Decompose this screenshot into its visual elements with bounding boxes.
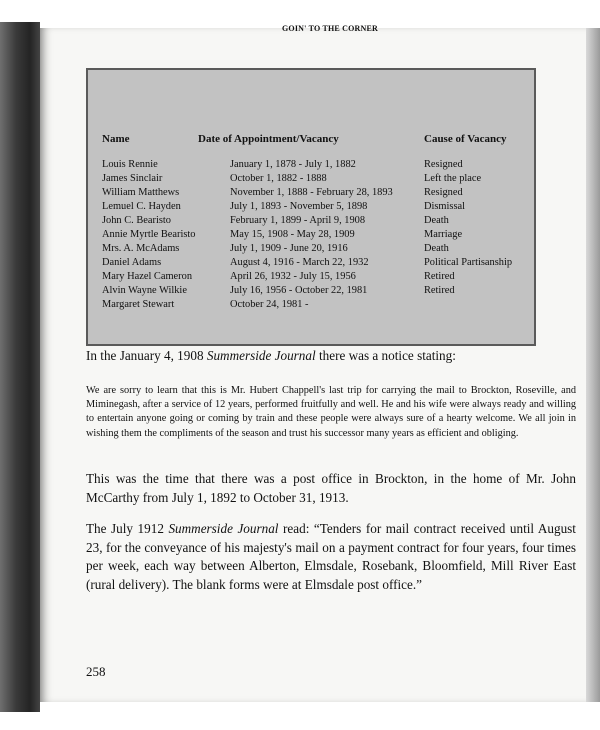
row-cause: Death	[424, 215, 449, 226]
table-row	[88, 214, 534, 228]
row-name: Louis Rennie	[102, 159, 158, 170]
row-date: October 1, 1882 - 1888	[230, 173, 327, 184]
table-row	[88, 242, 534, 256]
row-name: John C. Bearisto	[102, 215, 171, 226]
row-cause: Marriage	[424, 229, 463, 240]
table-row	[88, 158, 534, 172]
table-row	[88, 298, 534, 312]
table-row	[88, 172, 534, 186]
header-name: Name	[102, 133, 130, 145]
row-name: William Matthews	[102, 187, 180, 198]
row-date: July 16, 1956 - October 22, 1981	[230, 285, 368, 296]
row-date: July 1, 1909 - June 20, 1916	[230, 243, 348, 254]
tenders-text: The July 1912	[86, 521, 169, 536]
row-date: January 1, 1878 - July 1, 1882	[230, 159, 356, 170]
row-cause: Retired	[424, 285, 455, 296]
book-spine	[0, 22, 40, 712]
paragraph-post-office: This was the time that there was a post office in Brockton, in the home of Mr. John McCarthy from July 1, 1892 to October 31, 1913.	[86, 471, 576, 505]
page-edge	[586, 28, 600, 702]
row-name: Margaret Stewart	[102, 299, 175, 310]
postmaster-table	[86, 68, 536, 346]
row-name: Lemuel C. Hayden	[102, 201, 181, 212]
table-row	[88, 284, 534, 298]
row-name: James Sinclair	[102, 173, 163, 184]
running-head: GOIN' TO THE CORNER	[281, 24, 379, 33]
row-cause: Death	[424, 243, 449, 254]
table-row	[88, 256, 534, 270]
intro-sentence	[86, 348, 546, 364]
intro-text-end: there was a notice stating:	[315, 348, 456, 363]
paragraph-tenders	[86, 520, 576, 594]
header-date: Date of Appointment/Vacancy	[198, 133, 339, 145]
row-name: Mary Hazel Cameron	[102, 271, 193, 282]
table-row	[88, 200, 534, 214]
tenders-text-end: read: “Tenders for mail contract received until August 23, for the conveyance of his majesty's mail on a payment contract for four years, four times per week, each way between Alberton, Elmsdale, Rosebank, Bloomfield, Mill River East (rural delivery). The blank forms were at Elmsdale post office.”	[86, 521, 576, 592]
row-name: Alvin Wayne Wilkie	[102, 285, 187, 296]
tenders-newspaper: Summerside Journal	[168, 521, 279, 536]
row-name: Mrs. A. McAdams	[102, 243, 180, 254]
row-date: July 1, 1893 - November 5, 1898	[230, 201, 368, 212]
row-date: October 24, 1981 -	[230, 299, 309, 310]
row-date: May 15, 1908 - May 28, 1909	[230, 229, 355, 240]
row-cause: Retired	[424, 271, 455, 282]
row-cause: Political Partisanship	[424, 257, 513, 268]
row-date: February 1, 1899 - April 9, 1908	[230, 215, 366, 226]
table-row	[88, 270, 534, 284]
intro-newspaper: Summerside Journal	[206, 348, 316, 363]
row-name: Annie Myrtle Bearisto	[102, 229, 196, 240]
row-date: November 1, 1888 - February 28, 1893	[230, 187, 393, 198]
table-row	[88, 186, 534, 200]
row-date: April 26, 1932 - July 15, 1956	[230, 271, 356, 282]
intro-text: In the January 4, 1908	[86, 348, 207, 363]
row-date: August 4, 1916 - March 22, 1932	[230, 257, 369, 268]
row-cause: Resigned	[424, 187, 463, 198]
row-name: Daniel Adams	[102, 257, 162, 268]
notice-quote: We are sorry to learn that this is Mr. Hubert Chappell's last trip for carrying the mail to Brockton, Roseville, and Miminegash, after a service of 12 years, performed fruitfully and well. He and his wife were always ready and willing to entertain anyone going or coming by train and these people were always sure of a hearty welcome. We all join in wishing them the compliments of the season and trust his successor many years as efficient and obliging.	[86, 385, 576, 439]
table-rows	[88, 158, 534, 312]
row-cause: Resigned	[424, 159, 463, 170]
page-number: 258	[86, 664, 106, 679]
row-cause: Dismissal	[424, 201, 465, 212]
row-cause: Left the place	[424, 173, 482, 184]
header-cause: Cause of Vacancy	[424, 133, 507, 145]
table-row	[88, 228, 534, 242]
